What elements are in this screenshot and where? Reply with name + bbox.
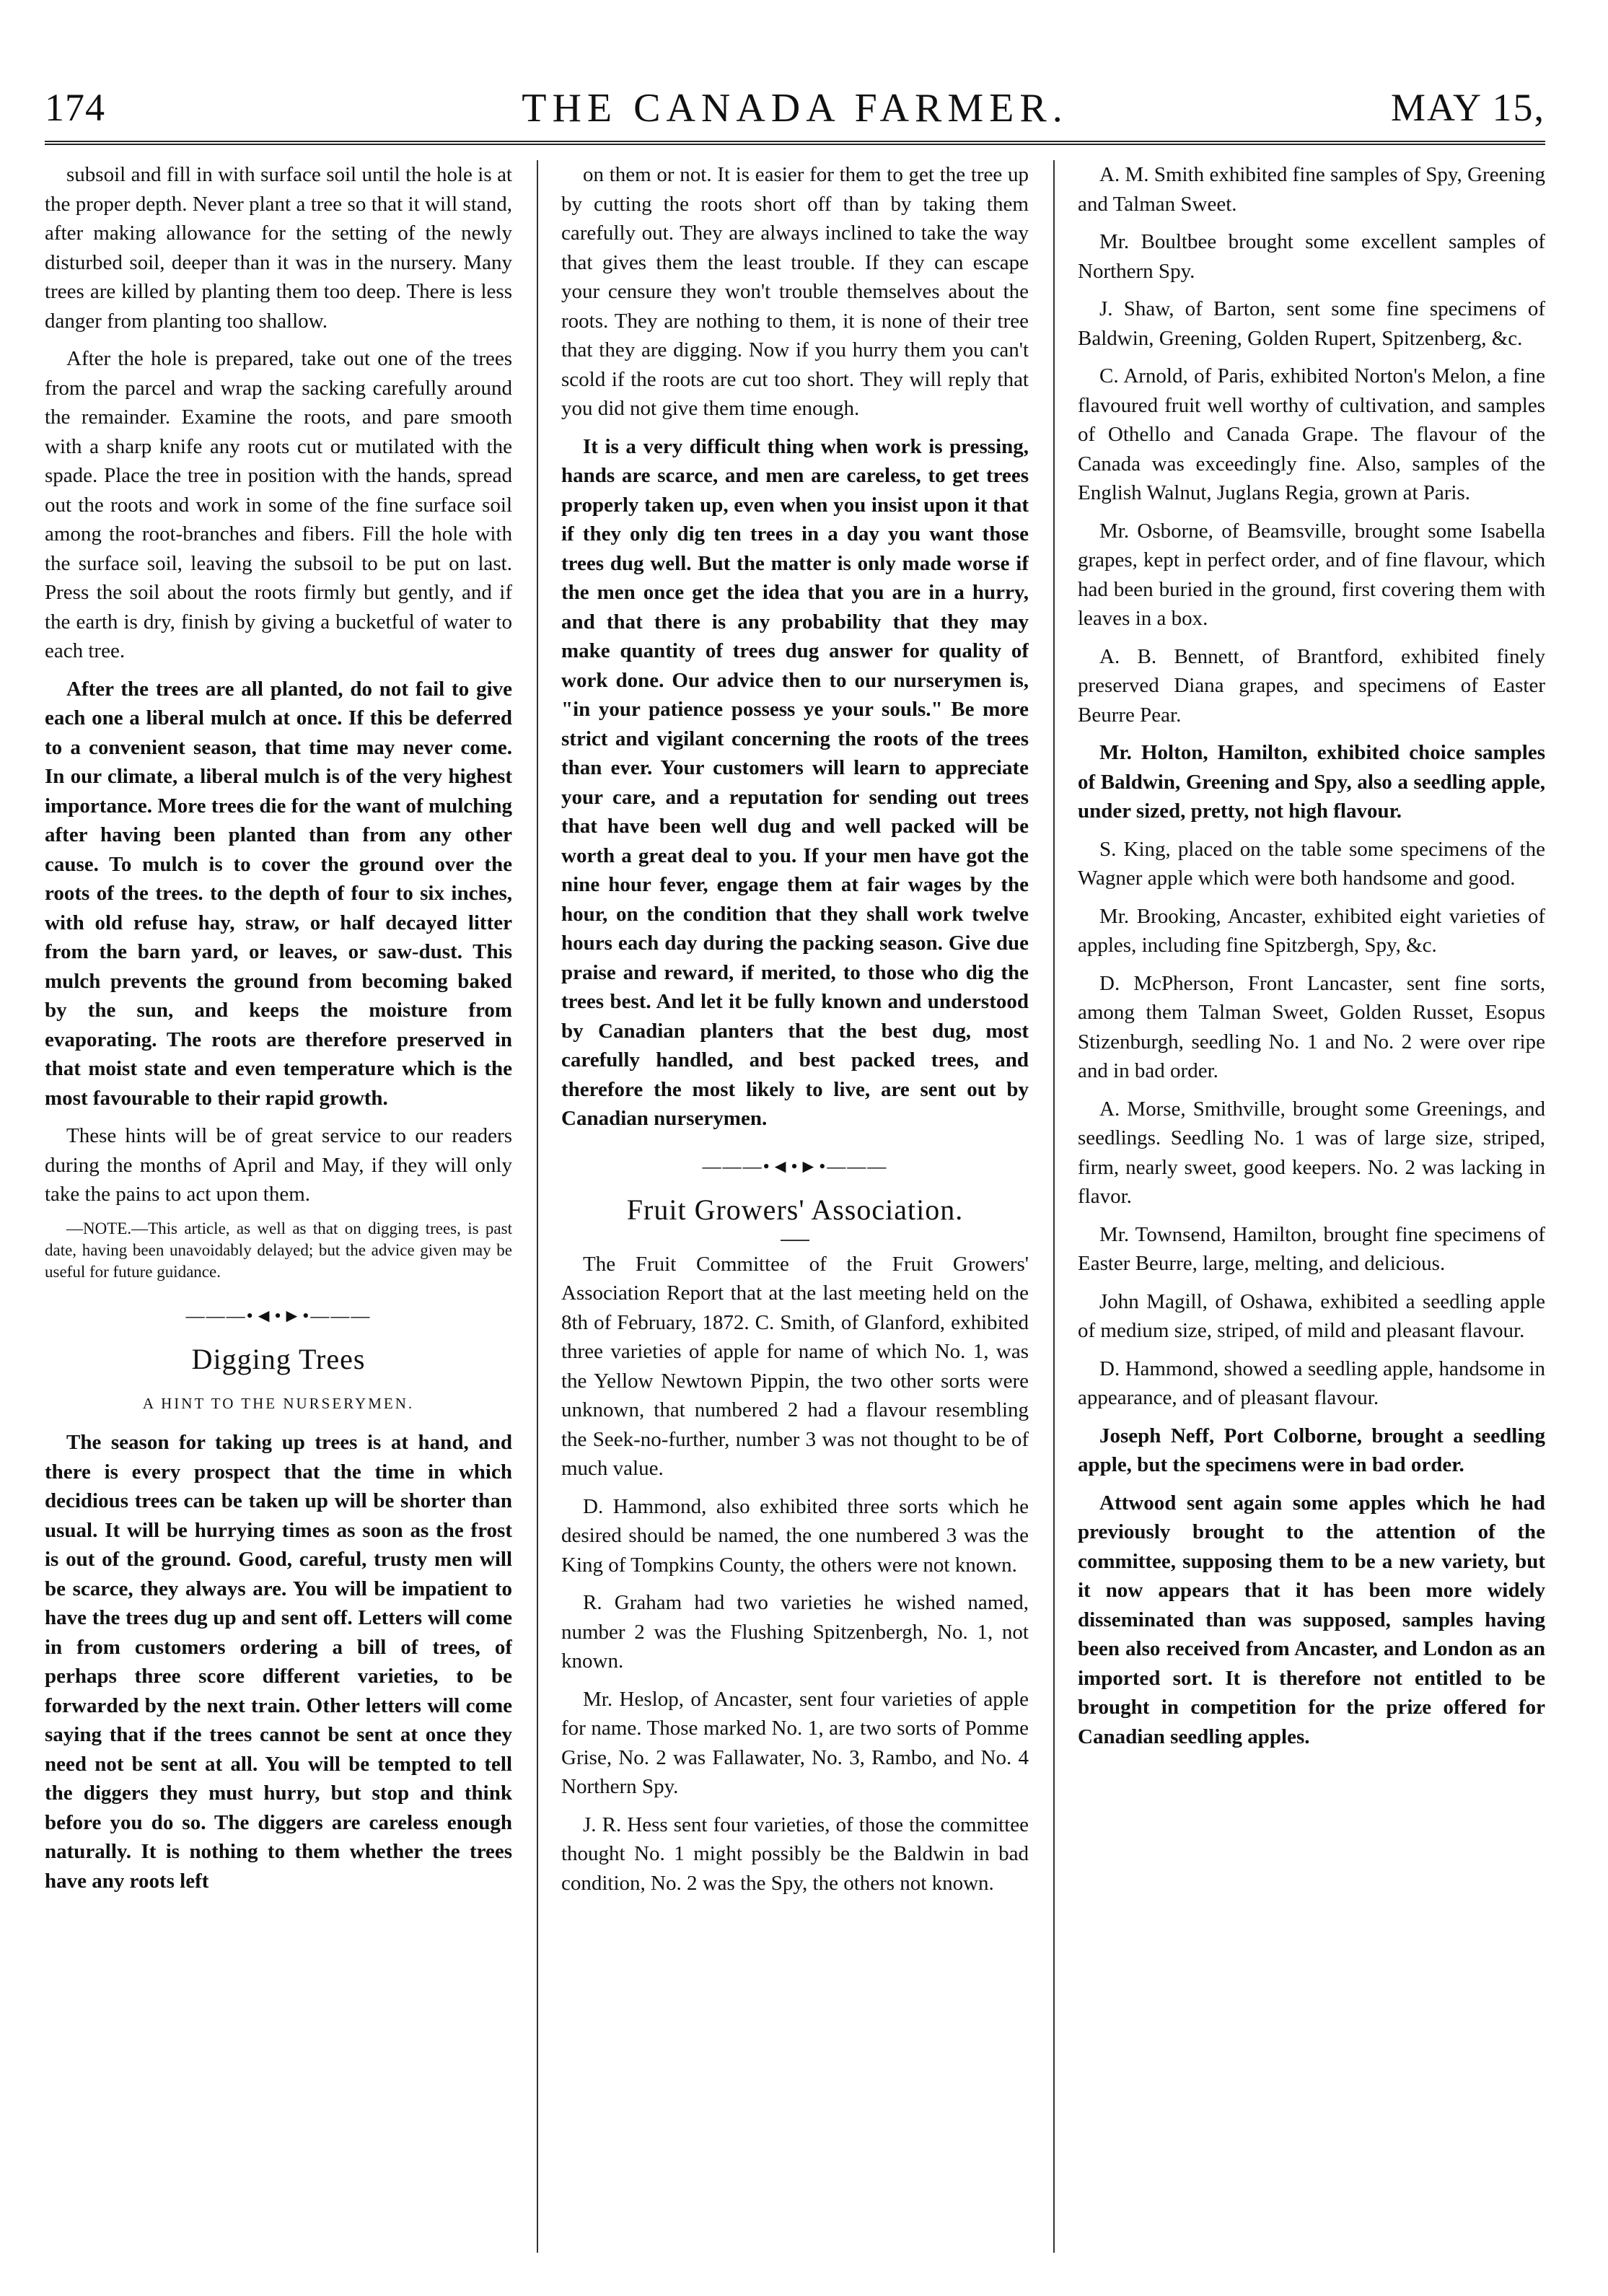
masthead: THE CANADA FARMER. xyxy=(522,86,1068,131)
paragraph: After the trees are all planted, do not fail to give each one a liberal mulch at once. If this be deferred to a convenient season, that time may never come. In our climate, a liberal mulch is of the very highest importance. More trees die for the want of mulching after having been planted than from any other cause. To mulch is to cover the ground over the roots of the trees. to the depth of four to six inches, with old refuse hay, straw, or half decayed litter from the barn yard, or leaves, or saw-dust. This mulch prevents the ground from becoming baked by the sun, and keeps the moisture from evaporating. The roots are therefore preserved in that moist state and even temperature which is the most favourable to their rapid growth. xyxy=(45,677,512,1110)
paragraph: J. R. Hess sent four varieties, of those the committee thought No. 1 might possibly be the Baldwin in bad condition, No. 2 was the Spy, the others not known. xyxy=(561,1813,1029,1895)
column-rule xyxy=(537,160,538,2253)
paragraph: J. Shaw, of Barton, sent some fine specimens of Baldwin, Greening, Golden Rupert, Spitzenberg, &c. xyxy=(1078,297,1545,350)
column-1 xyxy=(45,160,512,2253)
paragraph: on them or not. It is easier for them to get the tree up by cutting the roots short off than by taking them carefully out. They are always inclined to take the way that gives them the least trouble. If they can escape your censure they won't trouble themselves about the roots. They are nothing to them, it is none of their tree that they are digging. Now if you hurry them you can't scold if the roots are cut too short. They will reply that you did not give them time enough. xyxy=(561,163,1029,420)
issue-date: MAY 15, xyxy=(1390,86,1545,129)
paragraph: The Fruit Committee of the Fruit Growers' Association Report that at the last meeting held on the 8th of February, 1872. C. Smith, of Glanford, exhibited three varieties of apple for name of which No. 1, was the Yellow Newtown Pippin, the two other sorts were unknown, that numbered 2 had a flavour resembling the Seek-no-further, number 3 was not thought to be of much value. xyxy=(561,1252,1029,1480)
paragraph: Mr. Heslop, of Ancaster, sent four varieties of apple for name. Those marked No. 1, are two sorts of Pomme Grise, No. 2 was Fallawater, No. 3, Rambo, and No. 4 Northern Spy. xyxy=(561,1687,1029,1798)
section-title-digging-trees: Digging Trees xyxy=(191,1343,366,1375)
paragraph: It is a very difficult thing when work is pressing, hands are scarce, and men are careless, to get trees properly taken up, even when you insist upon it that if they only dig ten trees in a day you want those trees dug well. But the matter is only made worse if the men once get the idea that you are in a hurry, and that there is any probability that they may make quantity of trees dug answer for quality of work done. Our advice then to our nurserymen is, "in your patience possess ye your souls." Be more strict and vigilant concerning the roots of the trees than ever. Your customers will learn to appreciate your care, and a reputation for sending out trees that have been well dug and well packed will be worth a great deal to you. If your men have got the nine hour fever, engage them at fair wages by the hour, on the condition that they shall work twelve hours each day during the packing season. Give due praise and reward, if merited, to those who dig the trees best. And let it be fully known and understood by Canadian planters that the best dug, most carefully handled, and best packed trees, and therefore the most likely to live, are sent out by Canadian nurserymen. xyxy=(561,434,1029,1130)
paragraph: A. M. Smith exhibited fine samples of Spy, Greening and Talman Sweet. xyxy=(1078,163,1545,216)
short-rule xyxy=(781,1240,809,1241)
paragraph: Mr. Brooking, Ancaster, exhibited eight varieties of apples, including fine Spitzbergh, Spy, &c. xyxy=(1078,904,1545,957)
article-columns xyxy=(45,160,1545,2253)
section-title-fruit-growers: Fruit Growers' Association. xyxy=(626,1193,964,1226)
paragraph: Attwood sent again some apples which he had previously brought to the attention of the committee, supposing them to be a new variety, but it now appears that it has been more widely disseminated than was supposed, samples having been also received from Ancaster, and London as an imported sort. It is therefore not entitled to be brought in competition for the prize offered for Canadian seedling apples. xyxy=(1078,1491,1545,1748)
paragraph: Mr. Osborne, of Beamsville, brought some Isabella grapes, kept in perfect order, and of fine flavour, which had been buried in the ground, first covering them with leaves in a box. xyxy=(1078,519,1545,630)
paragraph: Mr. Boultbee brought some excellent samples of Northern Spy. xyxy=(1078,230,1545,283)
paragraph: D. Hammond, also exhibited three sorts which he desired should be named, the one numbered 3 was the King of Tompkins County, the others were not known. xyxy=(561,1494,1029,1577)
editor-note: —NOTE.—This article, as well as that on digging trees, is past date, having been unavoidably delayed; but the advice given may be useful for future guidance. xyxy=(45,1219,512,1281)
paragraph: Mr. Townsend, Hamilton, brought fine specimens of Easter Beurre, large, melting, and delicious. xyxy=(1078,1222,1545,1275)
paragraph: subsoil and fill in with surface soil until the hole is at the proper depth. Never plant a tree so that it will stand, after making allowance for the setting of the newly disturbed soil, deeper than it was in the nursery. Many trees are killed by planting them too deep. There is less danger from planting too shallow. xyxy=(45,163,512,333)
page-header xyxy=(45,85,1545,131)
paragraph: John Magill, of Oshawa, exhibited a seedling apple of medium size, striped, of mild and pleasant flavour. xyxy=(1078,1289,1545,1342)
paragraph: C. Arnold, of Paris, exhibited Norton's Melon, a fine flavoured fruit well worthy of cultivation, and samples of Othello and Canada Grape. The flavour of the Canada was exceedingly fine. Also, samples of the English Walnut, Juglans Regia, grown at Paris. xyxy=(1078,364,1545,504)
section-divider: ———•◄•►•——— xyxy=(702,1155,888,1177)
paragraph: R. Graham had two varieties he wished named, number 2 was the Flushing Spitzenbergh, No. 1, not known. xyxy=(561,1591,1029,1673)
section-divider: ———•◄•►•——— xyxy=(185,1305,372,1326)
paragraph: D. Hammond, showed a seedling apple, handsome in appearance, and of pleasant flavour. xyxy=(1078,1357,1545,1409)
column-3 xyxy=(1078,160,1545,2253)
paragraph: A. Morse, Smithville, brought some Greenings, and seedlings. Seedling No. 1 was of large size, striped, firm, nearly sweet, good keepers. No. 2 was lacking in flavor. xyxy=(1078,1097,1545,1208)
column-rule xyxy=(1053,160,1055,2253)
header-rule xyxy=(45,141,1545,145)
column-2 xyxy=(561,160,1029,2253)
paragraph: A. B. Bennett, of Brantford, exhibited finely preserved Diana grapes, and specimens of Easter Beurre Pear. xyxy=(1078,644,1545,727)
section-subhead: A HINT TO THE NURSERYMEN. xyxy=(142,1394,415,1412)
paragraph: After the hole is prepared, take out one of the trees from the parcel and wrap the sacking carefully around the remainder. Examine the roots, and pare smooth with a sharp knife any roots cut or mutilated with the spade. Place the tree in position with the hands, spread out the roots and work in some of the fine surface soil among the root-branches and fibers. Fill the hole with the surface soil, leaving the subsoil to be put on last. Press the soil about the roots firmly but gently, and if the earth is dry, finish by giving a bucketful of water to each tree. xyxy=(45,347,512,662)
page-number: 174 xyxy=(45,86,105,129)
paragraph: Joseph Neff, Port Colborne, brought a seedling apple, but the specimens were in bad order. xyxy=(1078,1424,1545,1476)
paragraph: D. McPherson, Front Lancaster, sent fine sorts, among them Talman Sweet, Golden Russet, Esopus Stizenburgh, seedling No. 1 and No. 2 were over ripe and in bad order. xyxy=(1078,971,1545,1082)
paragraph: S. King, placed on the table some specimens of the Wagner apple which were both handsome and good. xyxy=(1078,837,1545,890)
paragraph: The season for taking up trees is at hand, and there is every prospect that the time in which decidious trees can be taken up will be shorter than usual. It will be hurrying times as soon as the frost is out of the ground. Good, careful, trusty men will be scarce, they always are. You will be impatient to have the trees dug up and sent off. Letters will come in from customers ordering a bill of trees, of perhaps three score different varieties, to be forwarded by the next train. Other letters will come saying that if the trees cannot be sent at once they need not be sent at all. You will be tempted to tell the diggers they must hurry, but stop and think before you do so. The diggers are careless enough naturally. It is nothing to them whether the trees have any roots left xyxy=(45,1431,512,1893)
paragraph: Mr. Holton, Hamilton, exhibited choice samples of Baldwin, Greening and Spy, also a seedling apple, under sized, pretty, not high flavour. xyxy=(1078,741,1545,823)
paragraph: These hints will be of great service to our readers during the months of April and May, if they will only take the pains to act upon them. xyxy=(45,1124,512,1206)
